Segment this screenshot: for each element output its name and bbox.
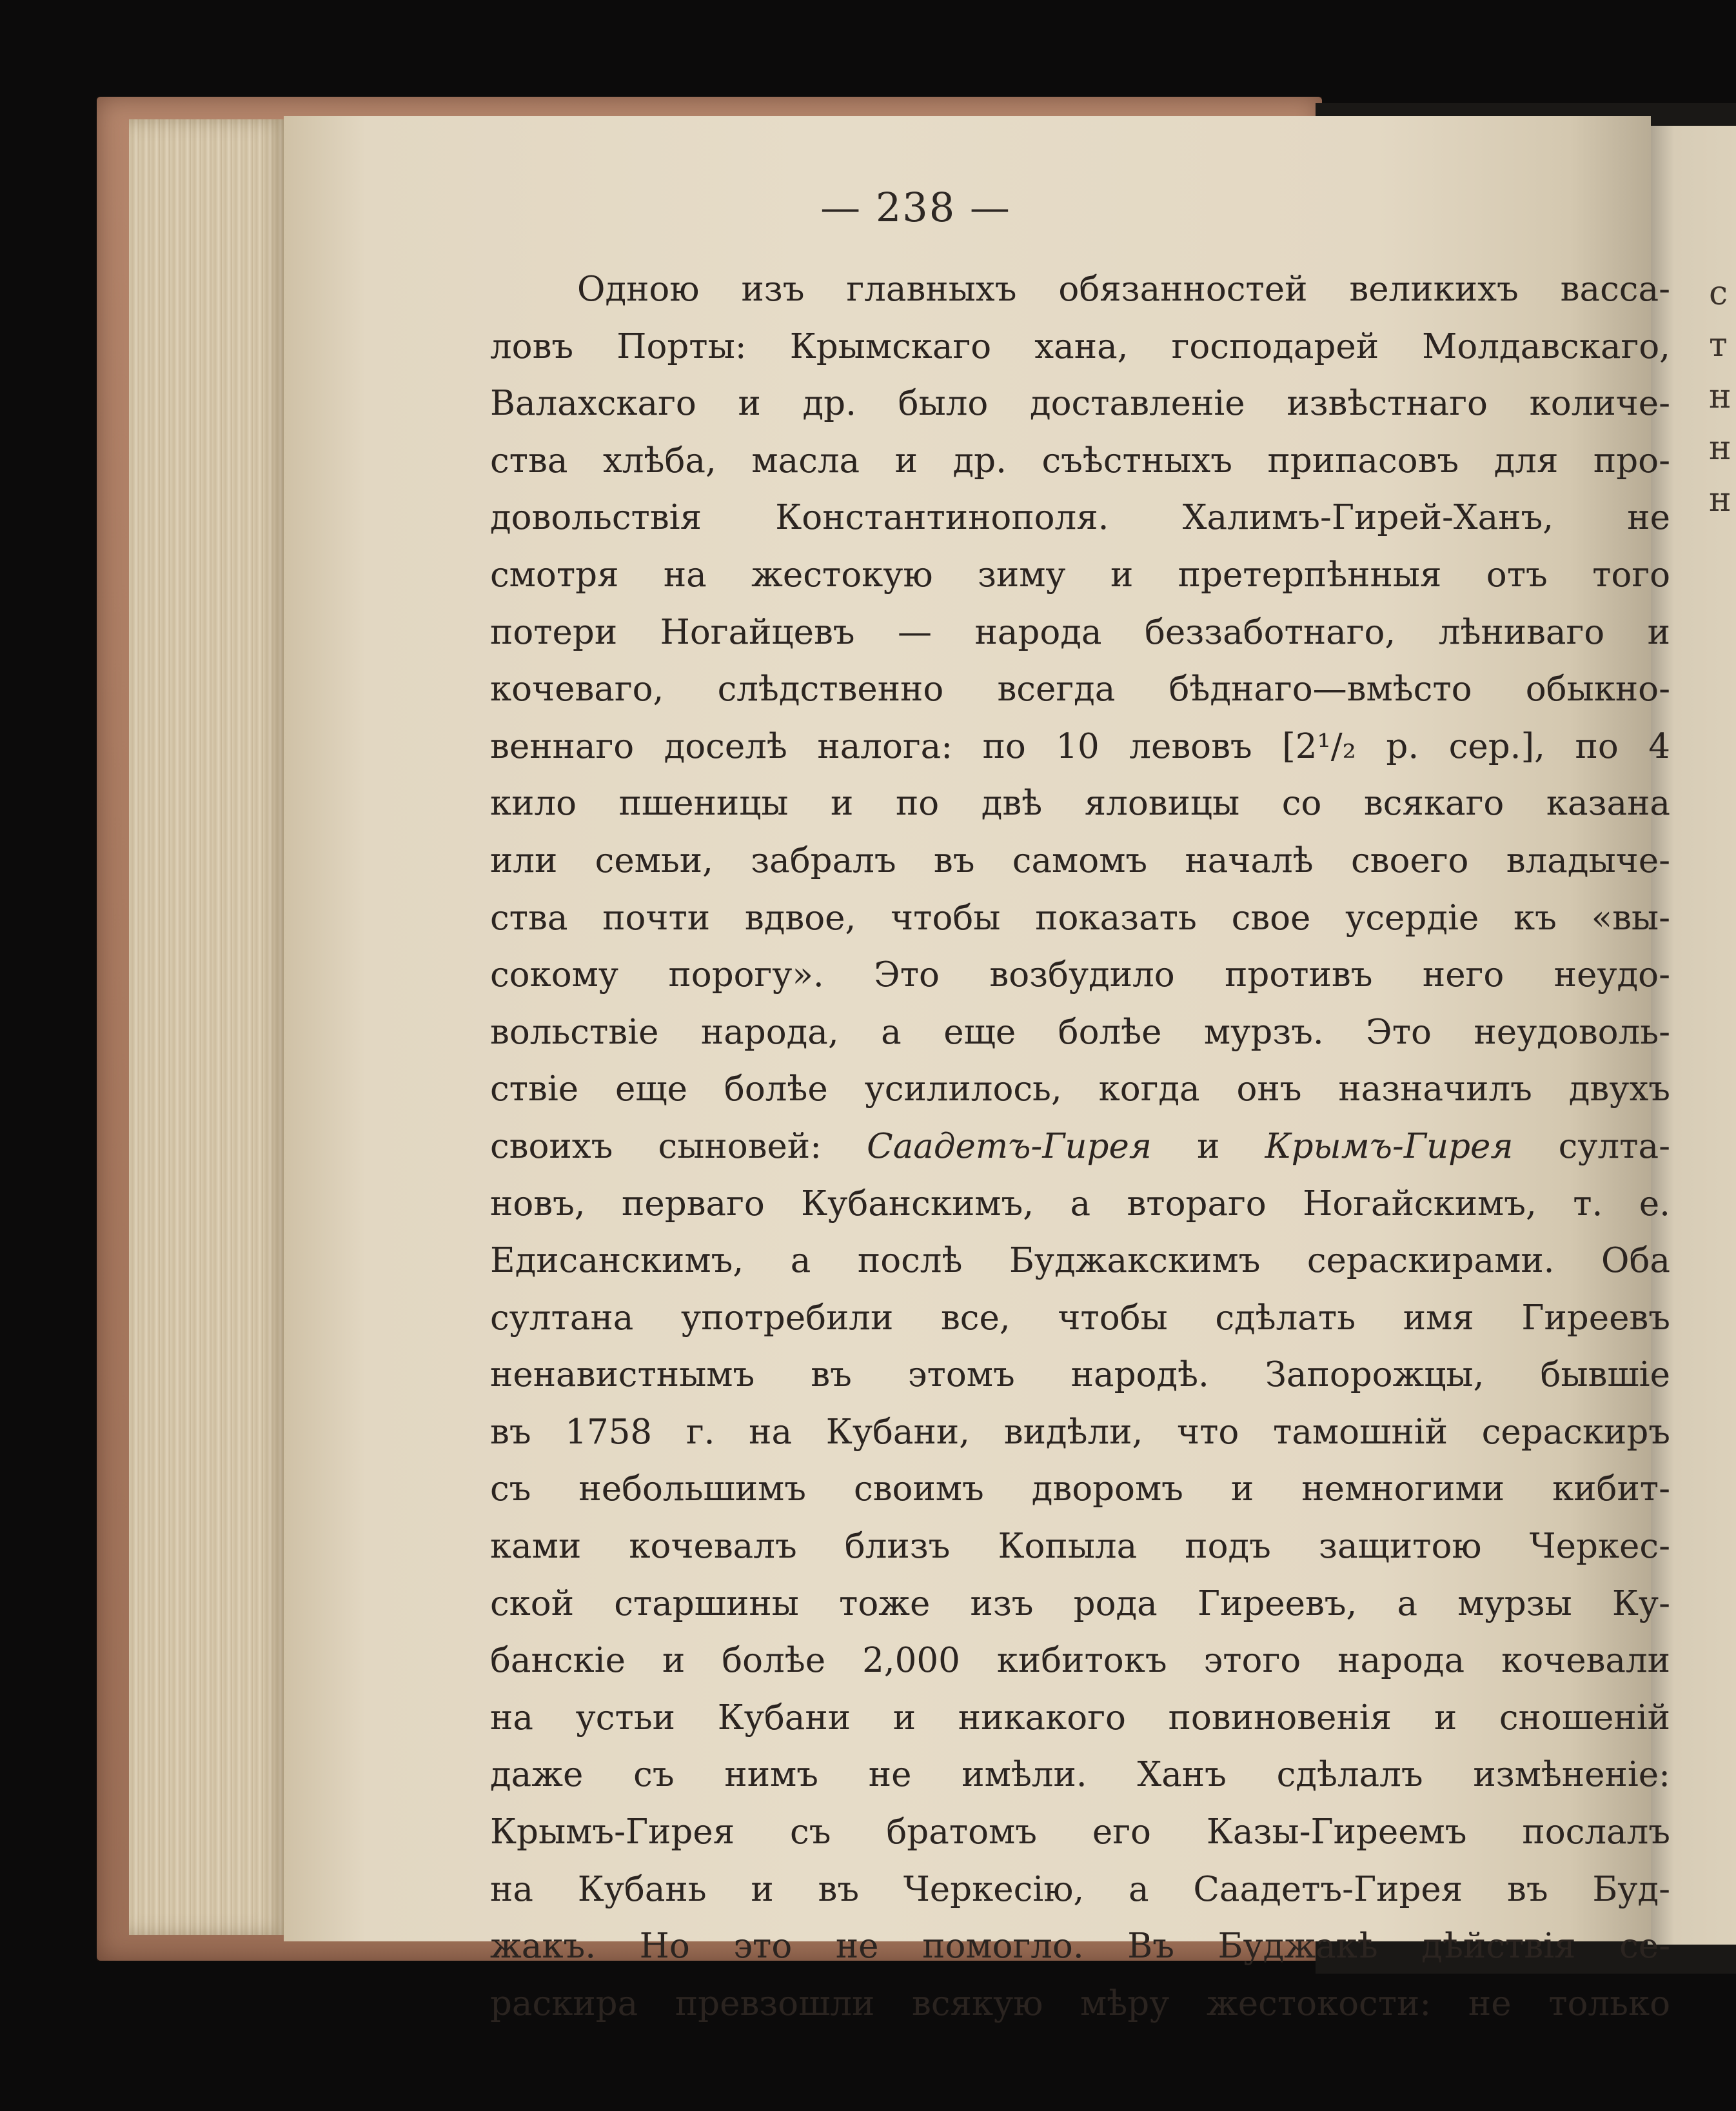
page-stack-edges <box>129 119 290 1935</box>
text-line: потери Ногайцевъ — народа беззаботнаго, лѣниваго и <box>490 612 1670 652</box>
text-line: веннаго доселѣ налога: по 10 левовъ [2¹/₂ р. сер.], по 4 <box>490 726 1670 766</box>
text-line: сокому порогу». Это возбудило противъ него неудо- <box>490 955 1670 995</box>
next-page-letter: с <box>1709 274 1728 313</box>
italic-name: Крымъ-Гирея <box>1265 1126 1514 1166</box>
text-fragment: и <box>1151 1126 1265 1166</box>
text-fragment: своихъ сыновей: <box>490 1126 867 1166</box>
text-line: Едисанскимъ, а послѣ Буджакскимъ сераскирами. Оба <box>490 1241 1670 1281</box>
text-line: на Кубань и въ Черкесію, а Саадетъ-Гирея въ Буд- <box>490 1869 1670 1909</box>
text-line: на устьи Кубани и никакого повиновенія и сношеній <box>490 1698 1670 1738</box>
text-line: султана употребили все, чтобы сдѣлать имя Гиреевъ <box>490 1298 1670 1338</box>
text-line: Крымъ-Гирея съ братомъ его Казы-Гиреемъ послалъ <box>490 1812 1670 1852</box>
text-line: Одною изъ главныхъ обязанностей великихъ васса- <box>577 270 1670 309</box>
text-line-with-names <box>490 1118 1670 1176</box>
text-line: довольствія Константинополя. Халимъ-Гирей-Ханъ, не <box>490 498 1670 538</box>
text-line: кило пшеницы и по двѣ яловицы со всякаго казана <box>490 784 1670 824</box>
page-number: — 238 — <box>820 184 1011 231</box>
text-line: жакъ. Но это не помогло. Въ Буджакѣ дѣйствія се- <box>490 1927 1670 1967</box>
text-line: ской старшины тоже изъ рода Гиреевъ, а мурзы Ку- <box>490 1583 1670 1623</box>
italic-name: Саадетъ-Гирея <box>867 1126 1152 1166</box>
text-line: ками кочевалъ близъ Копыла подъ защитою Черкес- <box>490 1527 1670 1567</box>
text-line: ства хлѣба, масла и др. съѣстныхъ припасовъ для про- <box>490 441 1670 481</box>
text-fragment: султа- <box>1513 1126 1670 1166</box>
book-page <box>284 116 1670 2023</box>
next-page-letter: т <box>1709 326 1728 364</box>
text-line: съ небольшимъ своимъ дворомъ и немногими кибит- <box>490 1469 1670 1509</box>
text-line: новъ, перваго Кубанскимъ, а втораго Ногайскимъ, т. е. <box>490 1184 1670 1224</box>
text-line: въ 1758 г. на Кубани, видѣли, что тамошній сераскиръ <box>490 1412 1670 1452</box>
text-line: банскіе и болѣе 2,000 кибитокъ этого народа кочевали <box>490 1641 1670 1681</box>
text-line: смотря на жестокую зиму и претерпѣнныя отъ того <box>490 555 1670 595</box>
body-text <box>490 261 1670 2032</box>
text-line: раскира превзошли всякую мѣру жестокости: не только <box>490 1983 1670 2023</box>
text-line: вольствіе народа, а еще болѣе мурзъ. Это неудоволь- <box>490 1012 1670 1052</box>
text-line: ненавистнымъ въ этомъ народѣ. Запорожцы, бывшіе <box>490 1355 1670 1395</box>
next-page-letter: н <box>1709 481 1731 519</box>
text-line: Валахскаго и др. было доставленіе извѣстнаго количе- <box>490 384 1670 424</box>
text-line: или семьи, забралъ въ самомъ началѣ своего владыче- <box>490 840 1670 880</box>
text-line: кочеваго, слѣдственно всегда бѣднаго—вмѣсто обыкно- <box>490 669 1670 709</box>
text-line: ствіе еще болѣе усилилось, когда онъ назначилъ двухъ <box>490 1069 1670 1109</box>
next-page-letter: н <box>1709 429 1731 468</box>
text-line: ловъ Порты: Крымскаго хана, господарей Молдавскаго, <box>490 326 1670 366</box>
next-page-letter: н <box>1709 377 1731 416</box>
text-line: даже съ нимъ не имѣли. Ханъ сдѣлалъ измѣненіе: <box>490 1755 1670 1795</box>
text-line: ства почти вдвое, чтобы показать свое усердіе къ «вы- <box>490 898 1670 938</box>
